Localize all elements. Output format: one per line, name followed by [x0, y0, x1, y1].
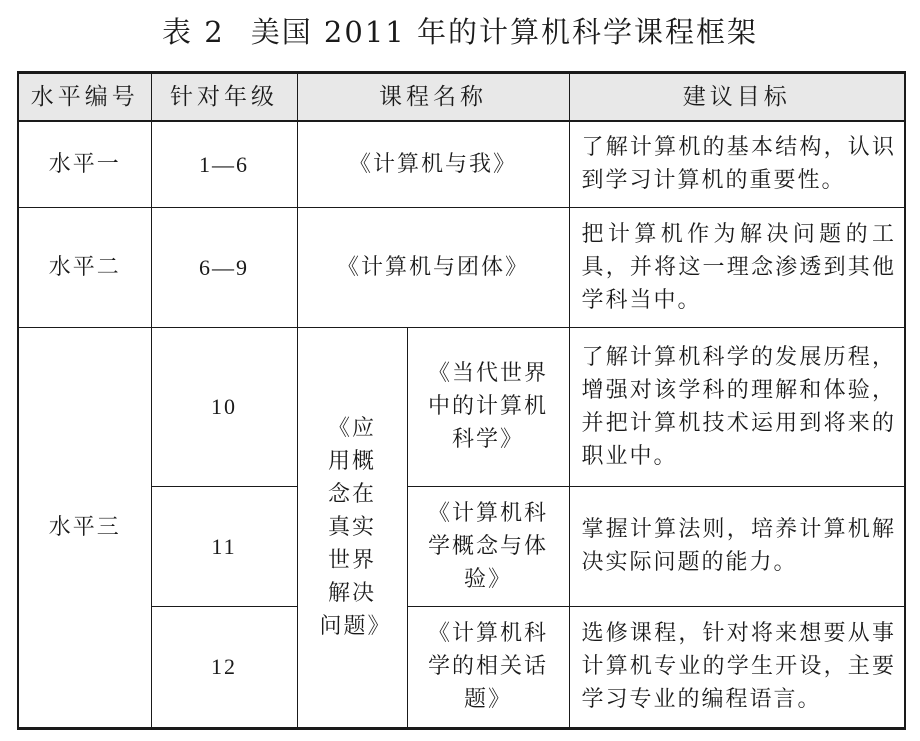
- header-course: 课程名称: [297, 73, 569, 122]
- curriculum-table: [17, 71, 906, 730]
- header-goal: 建议目标: [569, 73, 905, 122]
- goal-cell: 掌握计算法则，培养计算机解决实际问题的能力。: [569, 486, 905, 606]
- grade-cell: 12: [151, 606, 297, 728]
- table-header-row: [18, 73, 905, 122]
- table-row: [18, 327, 905, 486]
- goal-cell: 了解计算机科学的发展历程，增强对该学科的理解和体验，并把计算机技术运用到将来的职业中。: [569, 327, 905, 486]
- table-title: 美国 2011 年的计算机科学课程框架: [250, 15, 758, 49]
- course-cell: 《当代世界中的计算机科学》: [407, 327, 569, 486]
- table-number: 表 2: [162, 15, 225, 49]
- table-row: [18, 207, 905, 327]
- grade-cell: 10: [151, 327, 297, 486]
- table-row: [18, 606, 905, 728]
- table-row: [18, 121, 905, 207]
- goal-cell: 选修课程，针对将来想要从事计算机专业的学生开设，主要学习专业的编程语言。: [569, 606, 905, 728]
- goal-cell: 把计算机作为解决问题的工具，并将这一理念渗透到其他学科当中。: [569, 207, 905, 327]
- grade-cell: 11: [151, 486, 297, 606]
- goal-cell: 了解计算机的基本结构，认识到学习计算机的重要性。: [569, 121, 905, 207]
- course-cell: 《计算机与团体》: [297, 207, 569, 327]
- course-group-cell: 《应用概念在真实世界解决问题》: [297, 327, 407, 728]
- grade-cell: 6—9: [151, 207, 297, 327]
- level-cell: 水平三: [18, 327, 151, 728]
- header-level: 水平编号: [18, 73, 151, 122]
- course-cell: 《计算机与我》: [297, 121, 569, 207]
- table-caption: [0, 12, 920, 52]
- header-grade: 针对年级: [151, 73, 297, 122]
- level-cell: 水平二: [18, 207, 151, 327]
- level-cell: 水平一: [18, 121, 151, 207]
- course-cell: 《计算机科学的相关话题》: [407, 606, 569, 728]
- grade-cell: 1—6: [151, 121, 297, 207]
- table-row: [18, 486, 905, 606]
- course-cell: 《计算机科学概念与体验》: [407, 486, 569, 606]
